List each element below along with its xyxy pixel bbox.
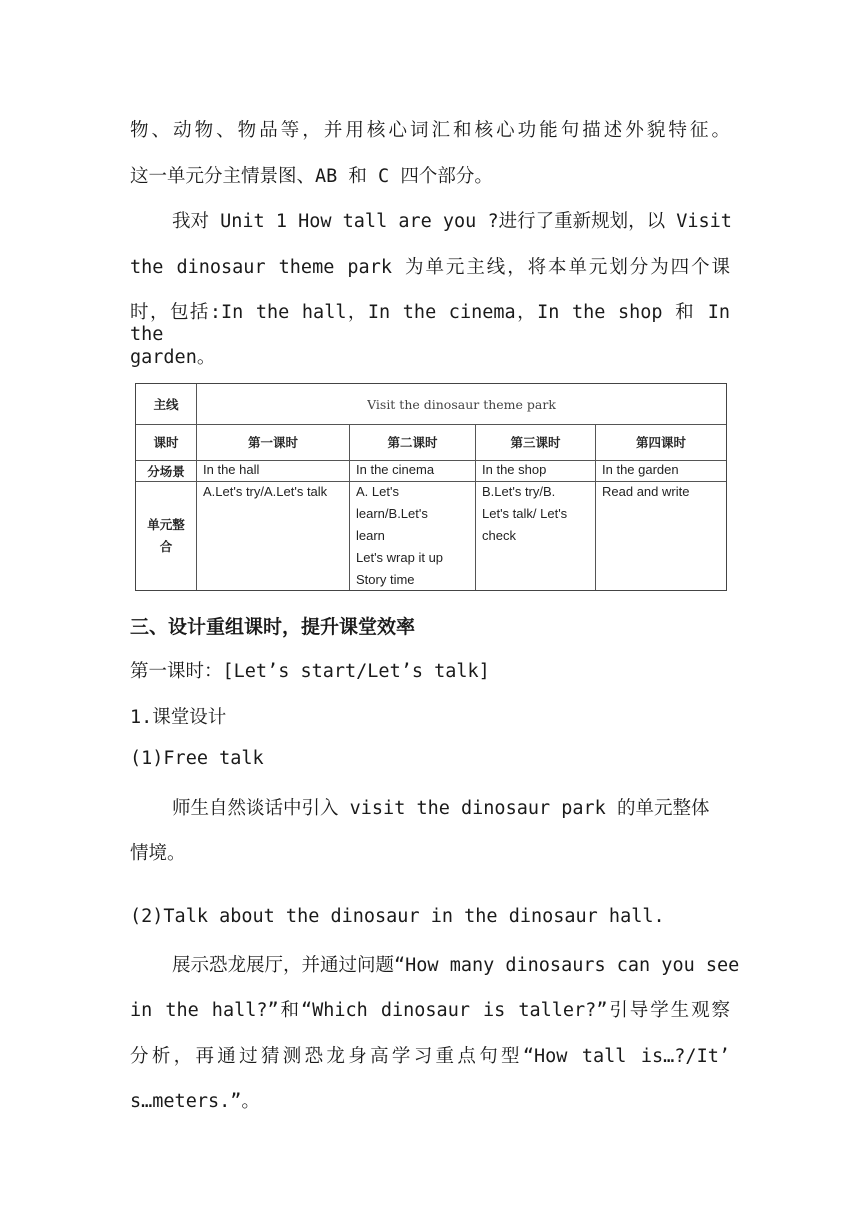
table-cell: 第二课时 (350, 424, 476, 460)
paragraph-line: 这一单元分主情景图、AB 和 C 四个部分。 (130, 166, 493, 187)
table-cell: In the shop (476, 460, 596, 481)
table-cell: In the cinema (350, 460, 476, 481)
lesson-title: 第一课时：[Let’s start/Let’s talk] (130, 661, 490, 682)
table-row (136, 384, 726, 425)
table-cell (476, 481, 596, 590)
table-cell: 主线 (136, 384, 197, 424)
table-cell: 课时 (136, 424, 197, 460)
table-row (136, 481, 726, 590)
section-heading: 三、设计重组课时，提升课堂效率 (130, 616, 416, 638)
cell-line: Let's talk/ Let's (482, 506, 568, 521)
table-cell (136, 481, 197, 590)
paragraph-line: in the hall?”和“Which dinosaur is taller?”引导学生观察 (130, 1000, 730, 1021)
table-cell: In the garden (602, 462, 679, 477)
paragraph-line: 物、动物、物品等，并用核心词汇和核心功能句描述外貌特征。 (130, 120, 730, 141)
table-cell: 分场景 (136, 460, 197, 481)
cell-line: check (482, 528, 516, 543)
table-cell: 第一课时 (197, 424, 350, 460)
step-title: (1)Free talk (130, 748, 264, 769)
paragraph-line: the dinosaur theme park 为单元主线，将本单元划分为四个课 (130, 257, 730, 278)
cell-line: learn/B.Let's (356, 506, 428, 521)
paragraph-line: 师生自然谈话中引入 visit the dinosaur park 的单元整体 (172, 798, 710, 819)
cell-line: learn (356, 528, 385, 543)
paragraph-line: 展示恐龙展厅，并通过问题“How many dinosaurs can you see (172, 955, 740, 976)
cell-line: A.Let's try/A.Let's talk (203, 484, 328, 499)
paragraph-line: s…meters.”。 (130, 1091, 260, 1112)
cell-line: Read and write (602, 484, 690, 499)
table-cell (350, 481, 476, 590)
table-cell: In the hall (197, 460, 350, 481)
cell-text: 单元整 (147, 516, 185, 532)
paragraph-line: 时，包括:In the hall，In the cinema，In the shop 和 In the (130, 302, 730, 345)
table-cell: 第四课时 (635, 435, 686, 450)
cell-line: Let's wrap it up (356, 550, 444, 565)
cell-line: Story time (356, 572, 415, 587)
table-cell: 第三课时 (476, 424, 596, 460)
table-cell (197, 481, 350, 590)
paragraph-line: 情境。 (130, 843, 186, 864)
cell-line: B.Let's try/B. (482, 484, 556, 499)
paragraph-line: garden。 (130, 347, 216, 368)
paragraph-line: 我对 Unit 1 How tall are you ?进行了重新规划，以 Visit (172, 211, 732, 232)
subheading: 1.课堂设计 (130, 707, 227, 728)
unit-plan-table (135, 383, 727, 591)
table-cell (596, 481, 726, 590)
cell-line: A. Let's (356, 484, 399, 499)
step-title: (2)Talk about the dinosaur in the dinosaur hall. (130, 906, 665, 927)
table-cell: Visit the dinosaur theme park (367, 396, 556, 412)
table-row (136, 424, 726, 461)
cell-text: 合 (159, 538, 173, 554)
table-row (136, 460, 726, 482)
paragraph-line: 分析，再通过猜测恐龙身高学习重点句型“How tall is…?/It’ (130, 1046, 730, 1067)
